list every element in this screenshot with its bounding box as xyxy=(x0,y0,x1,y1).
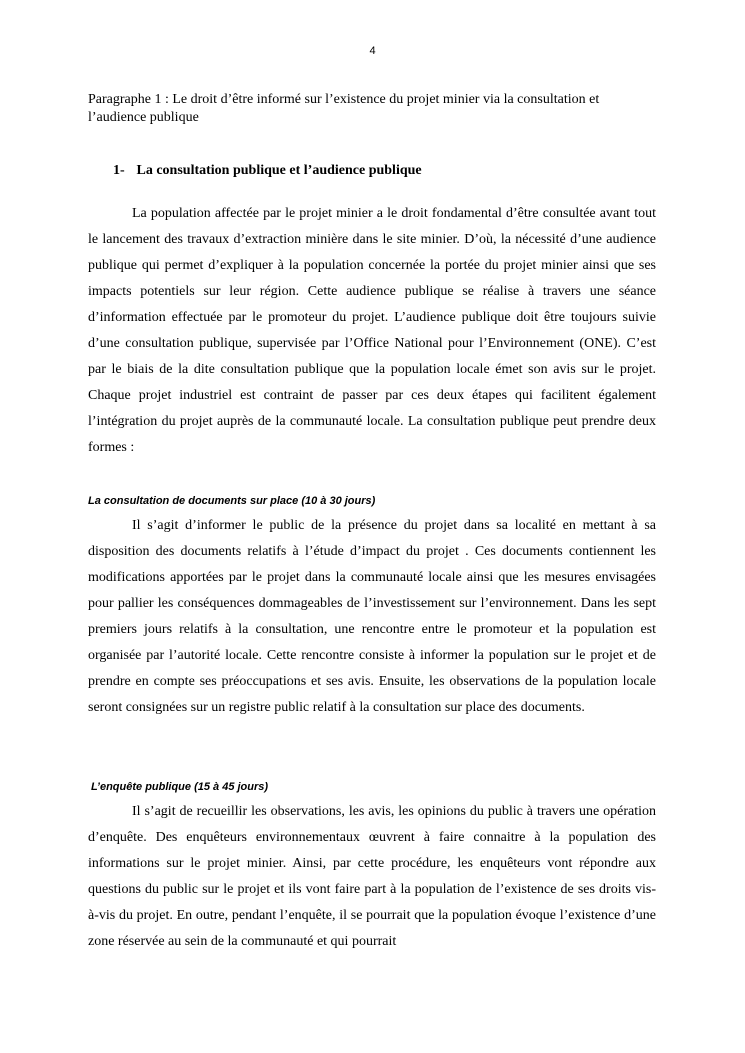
section-heading xyxy=(113,162,422,180)
body-paragraph-1-text: La population affectée par le projet minier a le droit fondamental d’être consultée avant tout le lancement des travaux d’extraction minière dans le site minier. D’où, la nécessité d’une audience publique qui permet d’expliquer à la population concernée la portée du projet minier ainsi que ses impacts potentiels sur leur région. Cette audience publique se réalise à travers une séance d’information effectuée par le promoteur du projet. L’audience publique doit être toujours suivie d’une consultation publique, supervisée par l’Office National pour l’Environnement (ONE). C’est par le biais de la dite consultation publique que la population locale émet son avis sur le projet. Chaque projet industriel est contraint de passer par ces deux étapes qui facilitent également l’intégration du projet auprès de la communauté locale. La consultation publique peut prendre deux formes : xyxy=(88,206,656,455)
subheading-enquete-publique: L’enquête publique (15 à 45 jours) xyxy=(91,781,269,793)
page-number: 4 xyxy=(369,45,376,57)
body-paragraph-1 xyxy=(88,201,656,461)
body-paragraph-2 xyxy=(88,513,656,721)
subheading-consultation-documents: La consultation de documents sur place (10 à 30 jours) xyxy=(88,495,376,507)
paragraph-title: Paragraphe 1 : Le droit d’être informé sur l’existence du projet minier via la consultation et l’audience publique xyxy=(88,92,600,125)
body-paragraph-3-text: Il s’agit de recueillir les observations, les avis, les opinions du public à travers une opération d’enquête. Des enquêteurs environnementaux œuvrent à faire connaitre à la population des informations sur le projet minier. Ainsi, par cette procédure, les enquêteurs vont répondre aux questions du public sur le projet et ils vont faire part à la population de l’existence de ses droits vis-à-vis du projet. En outre, pendant l’enquête, il se pourrait que la population évoque l’existence d’une zone réservée au sein de la communauté et qui pourrait xyxy=(88,804,656,949)
section-number: 1- xyxy=(113,163,125,178)
body-paragraph-3 xyxy=(88,799,656,955)
section-title: La consultation publique et l’audience publique xyxy=(136,163,422,178)
body-paragraph-2-text: Il s’agit d’informer le public de la présence du projet dans sa localité en mettant à sa disposition des documents relatifs à l’étude d’impact du projet . Ces documents contiennent les modifications apportées par le projet dans la communauté locale ainsi que les mesures envisagées pour pallier les conséquences dommageables de l’investissement sur l’environnement. Dans les sept premiers jours relatifs à la consultation, une rencontre entre le promoteur et la population est organisée par l’autorité locale. Cette rencontre consiste à informer la population sur le projet et de prendre en compte ses préoccupations et ses avis. Ensuite, les observations de la population locale seront consignées sur un registre public relatif à la consultation sur place des documents. xyxy=(88,518,656,715)
